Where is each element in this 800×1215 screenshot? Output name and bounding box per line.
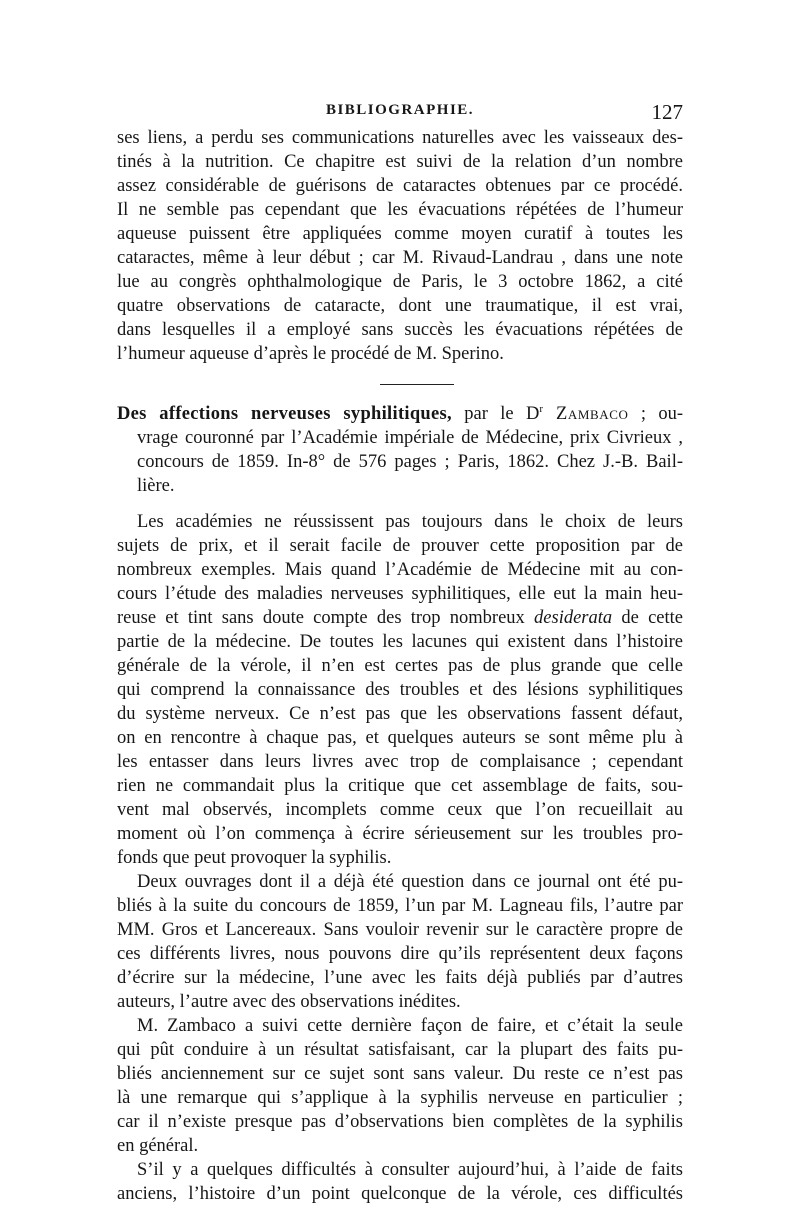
text-line: assez considérable de guérisons de cataractes obtenues par ce procédé. <box>117 176 683 196</box>
text-line: là une remarque qui s’applique à la syphilis nerveuse en particulier ; <box>117 1088 683 1108</box>
text-line: nombreux exemples. Mais quand l’Académie de Médecine mit au con- <box>117 560 683 580</box>
text-line: moment où l’on commença à écrire sérieusement sur les troubles pro- <box>117 824 683 844</box>
text-line: dans lesquelles il a employé sans succès les évacuations répétées de <box>117 320 683 340</box>
review-detail-line: lière. <box>137 476 175 496</box>
text-line: cours l’étude des maladies nerveuses syphilitiques, elle eut la main heu- <box>117 584 683 604</box>
text-line: auteurs, l’autre avec des observations inédites. <box>117 992 461 1012</box>
paragraph <box>117 1014 683 1158</box>
doctor-superscript: r <box>539 403 543 415</box>
text-line: MM. Gros et Lancereaux. Sans vouloir revenir sur le caractère propre de <box>117 920 683 940</box>
text-line: aqueuse puissent être appliquées comme moyen curatif à toutes les <box>117 224 683 244</box>
text-line: sujets de prix, et il serait facile de prouver cette proposition par de <box>117 536 683 556</box>
text-line: M. Zambaco a suivi cette dernière façon de faire, et c’était la seule <box>137 1016 683 1036</box>
text-line: en général. <box>117 1136 199 1156</box>
text-line: Les académies ne réussissent pas toujours dans le choix de leurs <box>137 512 683 532</box>
text-line: tinés à la nutrition. Ce chapitre est suivi de la relation d’un nombre <box>117 152 683 172</box>
section-divider <box>117 366 683 402</box>
paragraph-continuation <box>117 126 683 366</box>
review-detail-line: concours de 1859. In-8° de 576 pages ; Paris, 1862. Chez J.-B. Bail- <box>137 452 683 472</box>
text-line: fonds que peut provoquer la syphilis. <box>117 848 392 868</box>
text-line: d’écrire sur la médecine, l’une avec les faits déjà publiés par d’autres <box>117 968 683 988</box>
text-line: qui comprend la connaissance des troubles et des lésions syphilitiques <box>117 680 683 700</box>
review-line-end: ; ou- <box>628 404 683 424</box>
italic-term: desiderata <box>534 608 613 628</box>
paragraph <box>117 1158 683 1206</box>
body-text <box>117 126 683 1206</box>
paragraph <box>117 510 683 870</box>
text-line: car il n’existe presque pas d’observations bien complètes de la syphilis <box>117 1112 683 1132</box>
divider-rule <box>380 384 454 385</box>
review-heading-line <box>117 402 683 426</box>
review-author-prefix: par le D <box>451 404 540 424</box>
running-title: BIBLIOGRAPHIE. <box>325 102 475 118</box>
text-line: Deux ouvrages dont il a déjà été question dans ce journal ont été pu- <box>137 872 683 892</box>
text-run: de cette <box>612 608 683 628</box>
text-line: bliés à la suite du concours de 1859, l’un par M. Lagneau fils, l’autre par <box>117 896 683 916</box>
text-line: vent mal observés, incomplets comme ceux que l’on recueillait au <box>117 800 683 820</box>
page-number: 127 <box>651 100 683 124</box>
running-head <box>117 100 683 124</box>
text-line: Il ne semble pas cependant que les évacuations répétées de l’humeur <box>117 200 683 220</box>
review-author: Zambaco <box>543 404 629 424</box>
text-line: quatre observations de cataracte, dont une traumatique, il est vrai, <box>117 296 683 316</box>
review-detail-line: vrage couronné par l’Académie impériale de Médecine, prix Civrieux , <box>137 428 683 448</box>
text-line: lue au congrès ophthalmologique de Paris, le 3 octobre 1862, a cité <box>117 272 683 292</box>
text-line: partie de la médecine. De toutes les lacunes qui existent dans l’histoire <box>117 632 683 652</box>
paragraph <box>117 870 683 1014</box>
text-line: l’humeur aqueuse d’après le procédé de M. Sperino. <box>117 344 504 364</box>
text-line: du système nerveux. Ce n’est pas que les observations fassent défaut, <box>117 704 683 724</box>
text-line: générale de la vérole, il n’en est certes pas de plus grande que celle <box>117 656 683 676</box>
text-run: reuse et tint sans doute compte des trop nombreux <box>117 608 535 628</box>
text-line <box>117 606 683 630</box>
text-line: rien ne commandait plus la critique que cet assemblage de faits, sou- <box>117 776 683 796</box>
text-line: on en rencontre à chaque pas, et quelques auteurs se sont même plu à <box>117 728 683 748</box>
text-line: S’il y a quelques difficultés à consulter aujourd’hui, à l’aide de faits <box>137 1160 683 1180</box>
text-line: anciens, l’histoire d’un point quelconque de la vérole, ces difficultés <box>117 1184 683 1204</box>
paragraph-gap <box>117 498 683 510</box>
text-line: qui pût conduire à un résultat satisfaisant, car la plupart des faits pu- <box>117 1040 683 1060</box>
review-title: Des affections nerveuses syphilitiques, <box>117 404 452 424</box>
text-line: cataractes, même à leur début ; car M. Rivaud-Landrau , dans une note <box>117 248 683 268</box>
text-line: ces différents livres, nous pouvons dire qu’ils représentent deux façons <box>117 944 683 964</box>
text-line: les entasser dans leurs livres avec trop de complaisance ; cependant <box>117 752 683 772</box>
review-heading <box>117 402 683 498</box>
text-line: bliés anciennement sur ce sujet sont sans valeur. Du reste ce n’est pas <box>117 1064 683 1084</box>
text-line: ses liens, a perdu ses communications naturelles avec les vaisseaux des- <box>117 128 683 148</box>
